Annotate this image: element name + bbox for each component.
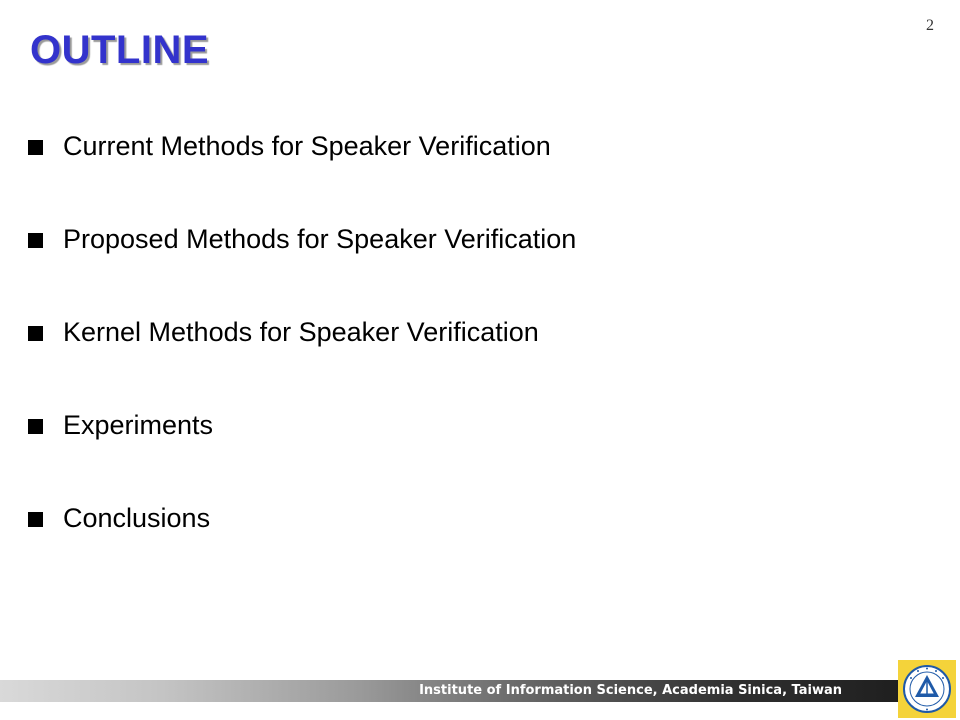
outline-item: [28, 125, 576, 168]
square-bullet-icon: [28, 419, 43, 434]
outline-item: [28, 218, 576, 261]
page-number: 2: [926, 17, 934, 34]
outline-item: [28, 404, 576, 447]
square-bullet-icon: [28, 326, 43, 341]
academia-sinica-logo-icon: [898, 660, 956, 718]
outline-item-text: Current Methods for Speaker Verification: [63, 131, 551, 161]
slide-title: OUTLINE: [30, 28, 210, 72]
outline-item: [28, 311, 576, 354]
square-bullet-icon: [28, 233, 43, 248]
outline-item-text: Kernel Methods for Speaker Verification: [63, 317, 539, 347]
square-bullet-icon: [28, 512, 43, 527]
outline-item: [28, 497, 576, 540]
footer-bar: [0, 680, 900, 702]
square-bullet-icon: [28, 140, 43, 155]
footer-institution-text: Institute of Information Science, Academia Sinica, Taiwan: [419, 683, 842, 698]
outline-item-text: Proposed Methods for Speaker Verification: [63, 224, 577, 254]
outline-item-text: Experiments: [63, 410, 214, 440]
outline-list: [28, 125, 576, 590]
outline-item-text: Conclusions: [63, 503, 211, 533]
